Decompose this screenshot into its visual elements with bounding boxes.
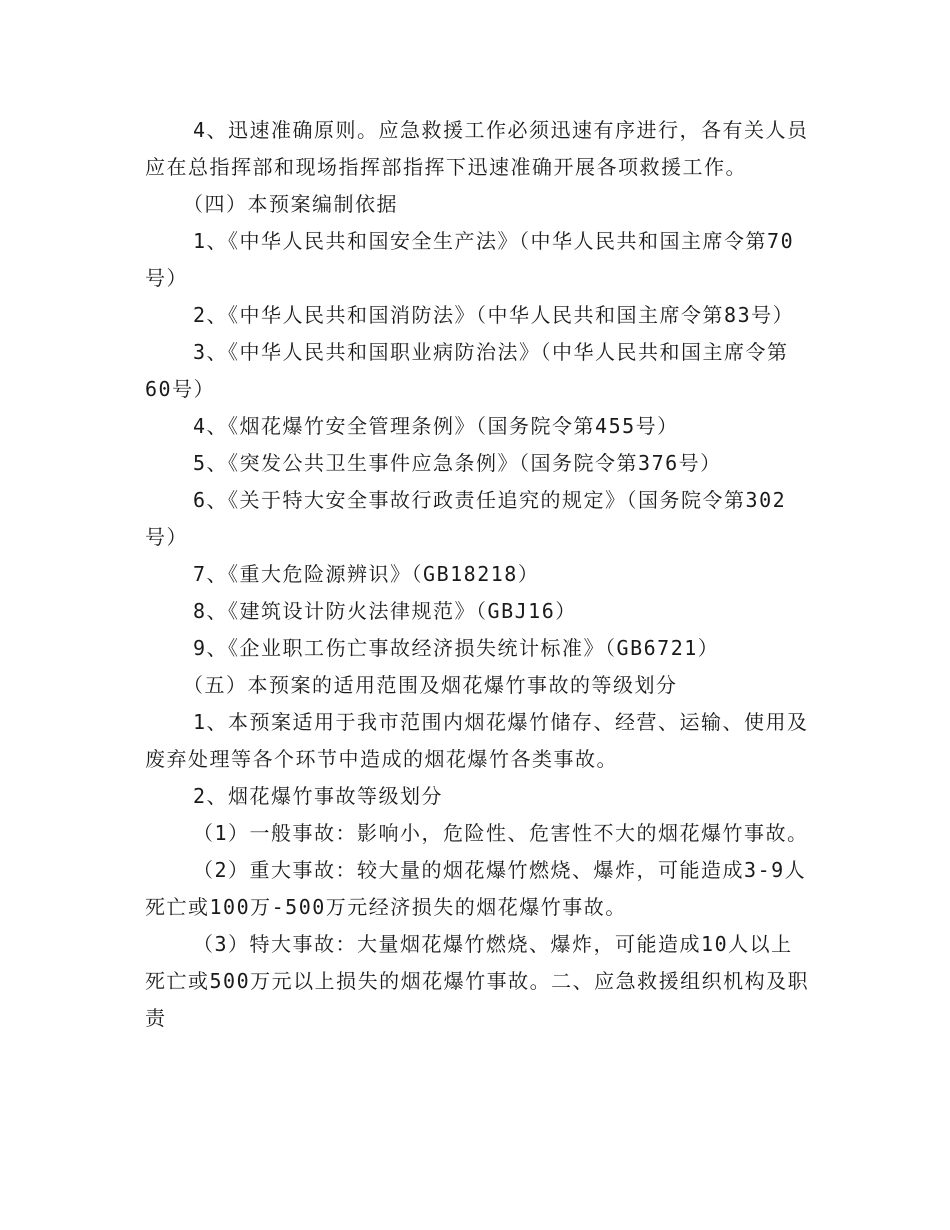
basis-item-4: 4、《烟花爆竹安全管理条例》（国务院令第455号）	[193, 414, 679, 438]
basis-item-7: 7、《重大危险源辨识》（GB18218）	[193, 562, 540, 586]
basis-item-5: 5、《突发公共卫生事件应急条例》（国务院令第376号）	[193, 451, 722, 475]
document-body	[145, 112, 810, 1037]
level-general: （1）一般事故：影响小，危险性、危害性不大的烟花爆竹事故。	[193, 821, 809, 845]
basis-item-8: 8、《建筑设计防火法律规范》（GBJ16）	[193, 599, 577, 623]
level-major: （2）重大事故：较大量的烟花爆竹燃烧、爆炸，可能造成3-9人死亡或100万-500万元经济损失的烟花爆竹事故。	[145, 858, 807, 919]
level-extraordinary: （3）特大事故：大量烟花爆竹燃烧、爆炸，可能造成10人以上死亡或500万元以上损失的烟花爆竹事故。二、应急救援组织机构及职责	[145, 932, 810, 1030]
basis-item-3: 3、《中华人民共和国职业病防治法》（中华人民共和国主席令第60号）	[145, 340, 789, 401]
paragraph-principle-4: 4、迅速准确原则。应急救援工作必须迅速有序进行，各有关人员应在总指挥部和现场指挥部指挥下迅速准确开展各项救援工作。	[145, 118, 809, 179]
basis-item-1: 1、《中华人民共和国安全生产法》（中华人民共和国主席令第70号）	[145, 229, 795, 290]
section-heading-scope: （五）本预案的适用范围及烟花爆竹事故的等级划分	[183, 673, 678, 697]
section-heading-basis: （四）本预案编制依据	[183, 192, 398, 216]
scope-item-2: 2、烟花爆竹事故等级划分	[193, 784, 444, 808]
basis-item-6: 6、《关于特大安全事故行政责任追究的规定》（国务院令第302号）	[145, 488, 787, 549]
scope-item-1: 1、本预案适用于我市范围内烟花爆竹储存、经营、运输、使用及废弃处理等各个环节中造成的烟花爆竹各类事故。	[145, 710, 809, 771]
basis-item-2: 2、《中华人民共和国消防法》（中华人民共和国主席令第83号）	[193, 303, 795, 327]
basis-item-9: 9、《企业职工伤亡事故经济损失统计标准》（GB6721）	[193, 636, 720, 660]
